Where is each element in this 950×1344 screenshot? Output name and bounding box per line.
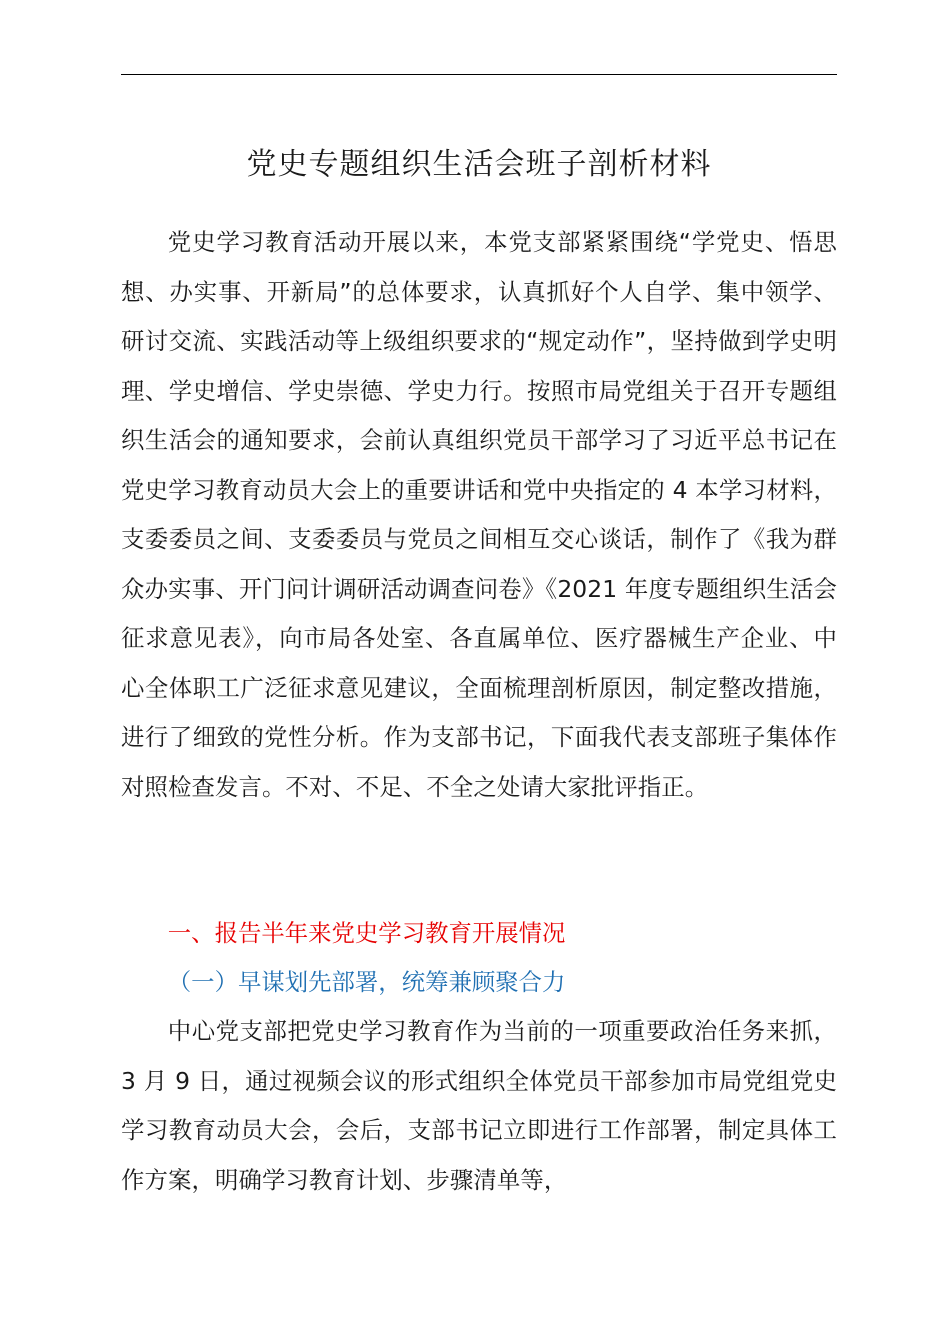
header-divider xyxy=(121,74,837,75)
subsection-heading-1: （一）早谋划先部署，统筹兼顾聚合力 xyxy=(167,968,566,996)
section-heading-1: 一、报告半年来党史学习教育开展情况 xyxy=(167,919,566,947)
section-paragraph: 中心党支部把党史学习教育作为当前的一项重要政治任务来抓，3 月 9 日，通过视频会议的形式组织全体党员干部参加市局党组党史学习教育动员大会，会后，支部书记立即进行工作部署，制定具体工作方案，明确学习教育计划、步骤清单等， xyxy=(121,1017,837,1194)
document-title: 党史专题组织生活会班子剖析材料 xyxy=(246,147,712,182)
intro-paragraph: 党史学习教育活动开展以来，本党支部紧紧围绕“学党史、悟思想、办实事、开新局”的总体要求，认真抓好个人自学、集中领学、研讨交流、实践活动等上级组织要求的“规定动作”，坚持做到学史明理、学史增信、学史崇德、学史力行。按照市局党组关于召开专题组织生活会的通知要求，会前认真组织党员干部学习了习近平总书记在党史学习教育动员大会上的重要讲话和党中央指定的 4 本学习材料，支委委员之间、支委委员与党员之间相互交心谈话，制作了《我为群众办实事、开门问计调研活动调查问卷》《2021 年度专题组织生活会征求意见表》，向市局各处室、各直属单位、医疗器械生产企业、中心全体职工广泛征求意见建议，全面梳理剖析原因，制定整改措施，进行了细致的党性分析。作为支部书记，下面我代表支部班子集体作对照检查发言。不对、不足、不全之处请大家批评指正。 xyxy=(121,228,837,801)
